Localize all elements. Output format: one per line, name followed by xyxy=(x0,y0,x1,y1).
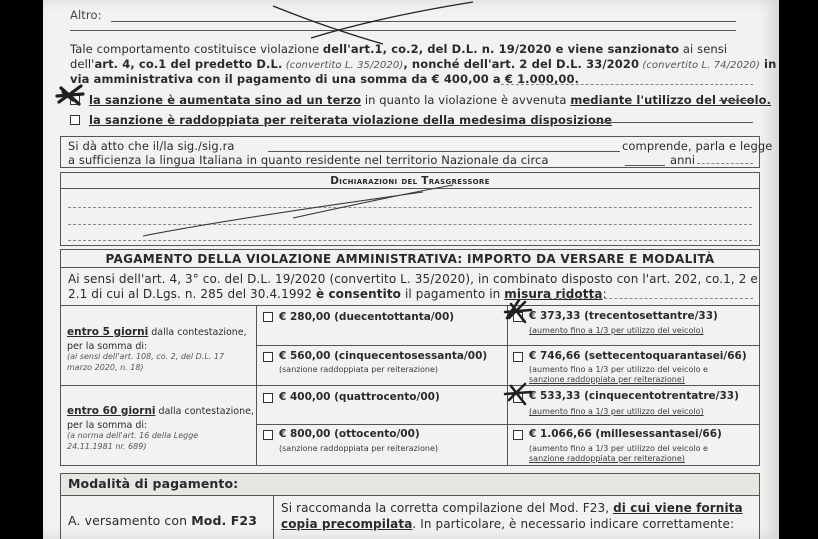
atto-text-1: Si dà atto che il/la sig./sig.ra xyxy=(68,139,235,153)
row1-label: entro 5 giorni dalla contestazione, xyxy=(67,326,247,338)
atto-text-3: a sufficienza la lingua Italiana in quanto residente nel territorio Nazionale da circa xyxy=(68,153,549,167)
row2-label: entro 60 giorni dalla contestazione, xyxy=(67,405,254,417)
opt-746-label: € 746,66 (settecentoquarantasei/66) xyxy=(529,350,747,362)
opt-1066-note-1: (aumento fino a 1/3 per utilizzo del veicolo e xyxy=(529,444,708,453)
opt-400-label: € 400,00 (quattrocento/00) xyxy=(279,391,440,403)
opt-746-note-1: (aumento fino a 1/3 per utilizzo del veicolo e xyxy=(529,365,708,374)
opt-800-label: € 800,00 (ottocento/00) xyxy=(279,428,420,440)
pagamento-intro-2: 2.1 di cui al D.Lgs. n. 285 del 30.4.1992 è consentito il pagamento in misura ridotta: xyxy=(68,287,607,301)
opt-1066-label: € 1.066,66 (millesessantasei/66) xyxy=(529,428,722,440)
modalita-a-text-1: Si raccomanda la corretta compilazione del Mod. F23, di cui viene fornita xyxy=(281,501,743,515)
strike-dichiarazioni-2 xyxy=(293,185,453,218)
atto-text-2: comprende, parla e legge xyxy=(622,139,773,153)
row1-note-1: (ai sensi dell'art. 108, co. 2, del D.L. 17 xyxy=(67,352,225,361)
opt-373-note: (aumento fino a 1/3 per utilizzo del veicolo) xyxy=(529,326,704,335)
row2-note-2: 24.11.1981 nr. 689) xyxy=(67,442,147,451)
pagamento-intro-1: Ai sensi dell'art. 4, 3° co. del D.L. 19/2020 (convertito L. 35/2020), in combinato disposto con l'art. 202, co.1, 2 e xyxy=(68,272,758,286)
row1-label-2: per la somma di: xyxy=(67,341,148,352)
handwritten-marks xyxy=(43,0,779,539)
modalita-a-text-2: copia precompilata. In particolare, è necessario indicare correttamente: xyxy=(281,517,735,531)
opt-1066-note-2: sanzione raddoppiata per reiterazione) xyxy=(529,454,685,463)
strike-altro-2 xyxy=(311,2,473,38)
check-mark-373 xyxy=(505,300,531,322)
row2-label-2: per la somma di: xyxy=(67,420,148,431)
opt-280-label: € 280,00 (duecentottanta/00) xyxy=(279,311,455,323)
document-page xyxy=(43,0,779,539)
modalita-title: Modalità di pagamento: xyxy=(68,476,239,491)
atto-text-4: anni xyxy=(670,153,696,167)
opt-373-label: € 373,33 (trecentosettantre/33) xyxy=(529,310,718,322)
dichiarazioni-title: Dichiarazioni del Trasgressore xyxy=(330,175,490,187)
strike-altro-1 xyxy=(273,6,383,44)
opt-533-note: (aumento fino a 1/3 per utilizzo del veicolo) xyxy=(529,407,704,416)
opt-800-note: (sanzione raddoppiata per reiterazione) xyxy=(279,444,438,453)
violazione-line-1: Tale comportamento costituisce violazione dell'art.1, co.2, del D.L. n. 19/2020 e viene sanzionato ai sensi xyxy=(70,42,728,56)
opt-746-note-2: sanzione raddoppiata per reiterazione) xyxy=(529,375,685,384)
row1-note-2: marzo 2020, n. 18) xyxy=(67,363,144,372)
aumento-text: la sanzione è aumentata sino ad un terzo in quanto la violazione è avvenuta mediante l'utilizzo del veicolo. xyxy=(89,93,772,107)
violazione-line-2: dell'art. 4, co.1 del predetto D.L. (convertito L. 35/2020), nonché dell'art. 2 del D.L. 33/2020 (convertito L. 74/2020) in xyxy=(70,57,777,71)
check-mark-aumento xyxy=(57,86,83,104)
modalita-a-label: A. versamento con Mod. F23 xyxy=(68,513,258,528)
pagamento-title: PAGAMENTO DELLA VIOLAZIONE AMMINISTRATIVA: IMPORTO DA VERSARE E MODALITÀ xyxy=(105,252,715,266)
opt-560-note: (sanzione raddoppiata per reiterazione) xyxy=(279,365,438,374)
row2-note-1: (a norma dell'art. 16 della Legge xyxy=(67,431,199,440)
violazione-line-3: via amministrativa con il pagamento di una somma da € 400,00 a € 1.000,00. xyxy=(70,72,580,86)
opt-560-label: € 560,00 (cinquecentosessanta/00) xyxy=(279,350,488,362)
altro-label: Altro: xyxy=(70,8,102,22)
opt-533-label: € 533,33 (cinquecentotrentatre/33) xyxy=(529,390,739,402)
raddoppio-text: la sanzione è raddoppiata per reiterata violazione della medesima disposizione xyxy=(89,113,613,127)
check-mark-533 xyxy=(505,384,531,404)
